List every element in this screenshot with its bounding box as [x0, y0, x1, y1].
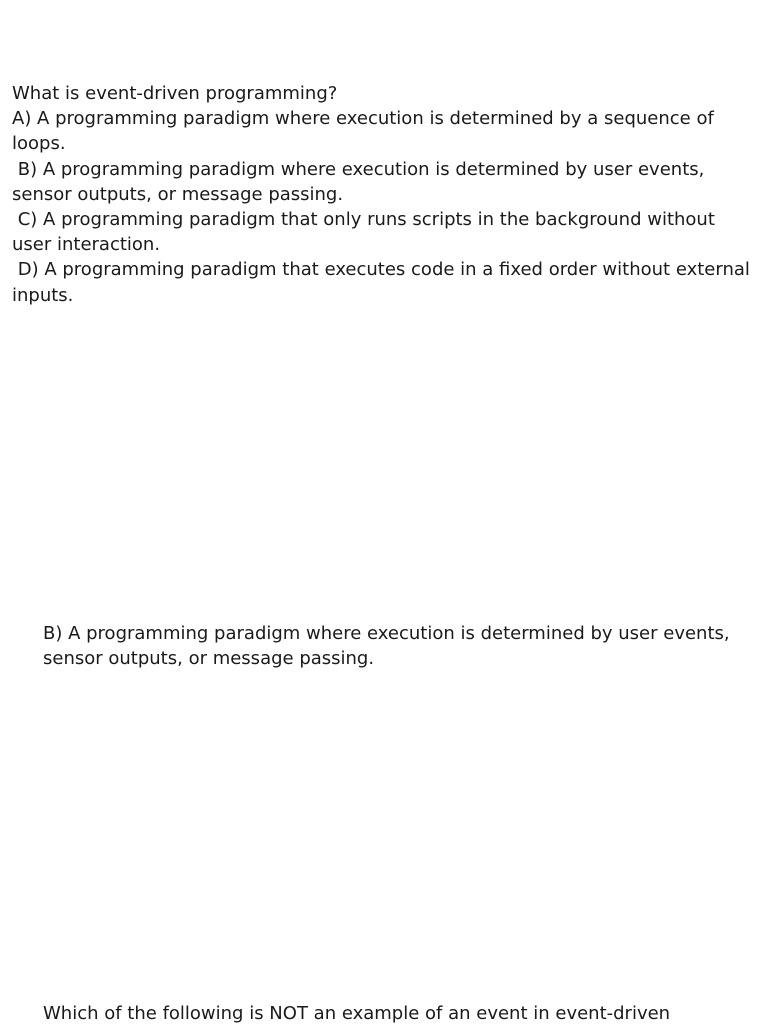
- question-text: What is event-driven programming?: [12, 83, 338, 104]
- option-d: D) A programming paradigm that executes code in a fixed order without external inputs.: [12, 259, 756, 306]
- option-a: A) A programming paradigm where execution is determined by a sequence of loops.: [12, 108, 720, 155]
- option-c: C) A programming paradigm that only runs scripts in the background without user interaction.: [12, 209, 721, 256]
- next-question-text: Which of the following is NOT an example of an event in event-driven: [43, 1003, 671, 1024]
- answer-block: [43, 621, 763, 671]
- option-b: B) A programming paradigm where execution is determined by user events, sensor outputs, or message passing.: [12, 158, 711, 205]
- answer-text: B) A programming paradigm where execution is determined by user events, sensor outputs, or message passing.: [43, 623, 730, 670]
- question-block: [12, 81, 756, 308]
